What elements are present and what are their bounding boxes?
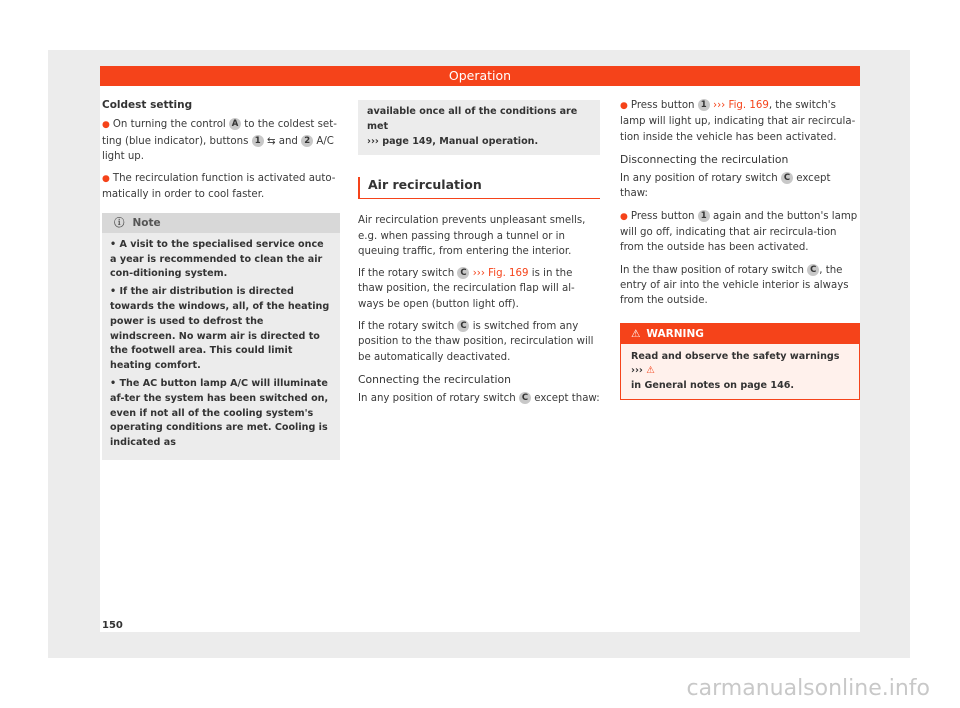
label-badge: 1 [698, 99, 710, 111]
warning-header [621, 324, 859, 344]
bullet-icon: ● [620, 211, 628, 222]
figure-link[interactable]: ››› Fig. 169 [472, 268, 529, 280]
bullet-icon: ● [620, 101, 628, 111]
label-badge: 2 [301, 135, 313, 147]
text: The recirculation function is activated auto-matically in order to cool faster. [102, 173, 336, 201]
bullet-icon: ● [102, 174, 110, 185]
recirculation-icon: ⇆ [266, 135, 276, 147]
subheading: Connecting the recirculation [358, 372, 511, 386]
paragraph [358, 319, 600, 365]
text: to the coldest set-ting (blue indicator), buttons [102, 119, 337, 147]
column-middle [358, 100, 600, 414]
paragraph [620, 171, 860, 202]
label-badge: C [781, 172, 793, 184]
paragraph [358, 266, 600, 312]
heading-coldest: Coldest setting [102, 99, 193, 111]
section-title: Air recirculation [358, 177, 600, 199]
figure-link[interactable]: ››› Fig. 169 [713, 100, 769, 111]
text: except thaw: [620, 173, 831, 200]
note-item [110, 285, 330, 374]
text: is switched from any position to the thaw position, recirculation will be automatically deactivated. [358, 321, 594, 363]
bullet-item [102, 117, 340, 164]
label-badge: 1 [252, 135, 264, 147]
bullet-item [102, 171, 340, 203]
note-body [102, 233, 340, 460]
note-header [102, 213, 340, 233]
text: Press button [630, 210, 695, 222]
text: If the air distribution is directed towards the windows, all, of the heating power is used to defrost the windscreen. No warm air is directed to the footwell area. This could limit heating comfort. [110, 286, 330, 372]
text: Press button [630, 100, 695, 111]
text: In any position of rotary switch [358, 393, 516, 405]
text: If the rotary switch [358, 268, 455, 280]
page-link[interactable]: ››› page 149, Manual operation. [367, 136, 539, 147]
warning-title: WARNING [646, 327, 704, 340]
text: On turning the control [112, 119, 226, 131]
text: In any position of rotary switch [620, 173, 778, 185]
note-box [102, 213, 340, 460]
text: in General notes on page 146. [631, 379, 795, 391]
bullet-icon: ● [102, 120, 110, 131]
note-continuation [358, 100, 600, 155]
note-item [110, 377, 330, 451]
subheading: Disconnecting the recirculation [620, 152, 789, 166]
text: A visit to the specialised service once a year is recommended to clean the air con-ditioning system. [110, 238, 324, 280]
text: is in the thaw position, the recirculation flap will al-ways be open (button light off). [358, 268, 575, 310]
label-badge: C [807, 264, 819, 276]
text: If the rotary switch [358, 321, 455, 333]
text: and [278, 135, 298, 147]
bullet-icon: • [110, 286, 120, 298]
bullet-icon: • [110, 377, 120, 389]
bullet-item [620, 209, 860, 256]
text: The AC button lamp A/C will illuminate af-ter the system has been switched on, even if not all of the cooling system's operating conditions are met. Cooling is indicated as [110, 377, 329, 449]
text: In the thaw position of rotary switch [620, 264, 804, 276]
text: A/C light up. [102, 135, 334, 162]
note-item [110, 238, 330, 282]
label-badge: C [519, 392, 531, 404]
watermark: carmanualsonline.info [686, 676, 930, 701]
text: , the switch's lamp will light up, indicating that air recircula-tion inside the vehicle has been activated. [620, 100, 856, 143]
page-header: Operation [100, 66, 860, 86]
label-badge: 1 [698, 210, 710, 222]
page-number: 150 [102, 620, 123, 631]
text: again and the button's lamp will go off, indicating that air recircula-tion from the outside has been activated. [620, 210, 858, 254]
label-badge: C [457, 267, 469, 279]
warning-body [621, 344, 859, 400]
column-left [102, 98, 340, 460]
text: except thaw: [534, 393, 600, 405]
warning-icon: ⚠ [631, 327, 641, 340]
warning-box [620, 323, 860, 401]
text: Read and observe the safety warnings ››› [631, 350, 840, 377]
bullet-item [620, 98, 860, 145]
note-title: Note [132, 216, 161, 229]
warning-icon: ⚠ [646, 365, 655, 377]
label-badge: A [229, 118, 241, 130]
column-right [620, 98, 860, 400]
text: available once all of the conditions are met [367, 106, 578, 132]
paragraph [620, 263, 860, 309]
paragraph: Air recirculation prevents unpleasant smells, e.g. when passing through a tunnel or in queuing traffic, from entering the interior. [358, 215, 586, 257]
text: , the entry of air into the vehicle interior is always from the outside. [620, 264, 849, 307]
label-badge: C [457, 320, 469, 332]
paragraph [358, 391, 600, 406]
bullet-icon: • [110, 238, 120, 250]
info-icon: ⓘ [114, 216, 125, 229]
